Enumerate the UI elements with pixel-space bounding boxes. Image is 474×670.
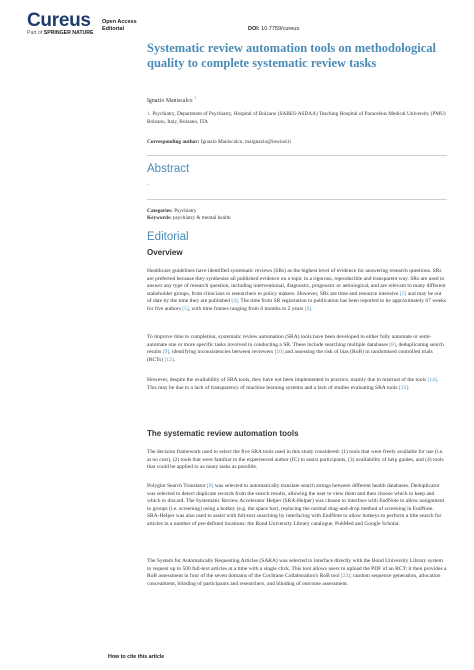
- text-run: , deduplicating search results: [147, 341, 444, 355]
- corresponding-author: [147, 139, 291, 145]
- overview-heading: Overview: [147, 248, 183, 257]
- citation-link[interactable]: [23]: [341, 573, 351, 579]
- categories-line: [147, 208, 231, 215]
- doi-label: DOI:: [248, 26, 260, 32]
- sra-paragraph-3: [147, 558, 447, 588]
- article-type-label: Editorial: [102, 26, 125, 32]
- text-run: , with time frames ranging from 6 months to 2 years: [188, 305, 305, 312]
- text-run: was selected to automatically translate search strings between different health databases. Deduplicator was selected to detect duplicate records from the search results, allowing the user to view them and then choose which to keep and which to discard. The Systematic Review Accelerator Helper (SRA-Helper) was chosen to interface with EndNote to allow assignment to groups (i.e. screening) using a hotkey (e.g. the space bar), replacing the normal drag-and-drop method of screening in EndNote. SRA-Helper was also used to assist with full-text searching by interfacing with EndNote to allow hotkeys to perform a title search for articles in a number of pre-defined locations: the Bond University Library catalogue, PubMed and Google Scholar.: [147, 483, 445, 527]
- doi-line: [248, 26, 301, 32]
- citation-link[interactable]: [15]: [398, 384, 409, 391]
- keywords-line: [147, 215, 231, 222]
- affiliation-number: 1.: [147, 111, 151, 117]
- text-run: To improve time to completion, systematic review automation (SRA) tools have been developed to either fully automate or semi-automate one or more specific tasks involved in conducting a SR. These include searching multiple databases: [147, 334, 432, 348]
- keywords-value[interactable]: psychiatry & mental health: [173, 215, 231, 222]
- abstract-body: .: [147, 181, 149, 187]
- text-run: and may be out of date by the time they are published: [147, 290, 442, 304]
- publisher-line: [27, 30, 94, 36]
- citation-link[interactable]: [14]: [427, 377, 437, 383]
- publisher-prefix: Part of: [27, 30, 43, 36]
- sra-tools-heading: The systematic review automation tools: [147, 429, 299, 438]
- text-run: , identifying inconsistencies between reviewers: [169, 349, 275, 355]
- text-run: .: [408, 384, 410, 391]
- section-divider: [147, 199, 447, 200]
- doi-value[interactable]: 10.7759/cureus.: [261, 26, 301, 32]
- how-to-cite-label: How to cite this article: [108, 654, 165, 660]
- text-run: . The time from SR registration to publication has been reported to be approximately 67 weeks for five authors: [147, 298, 446, 312]
- citation-link[interactable]: [6]: [304, 305, 312, 312]
- categories-block: [147, 208, 231, 222]
- citation-link[interactable]: [10]: [274, 349, 284, 355]
- keywords-label: Keywords:: [147, 215, 172, 222]
- article-title: Systematic review automation tools on methodological quality to complete systematic review tasks: [147, 41, 436, 70]
- editorial-heading: Editorial: [147, 231, 189, 243]
- author-affiliation-marker: 1: [194, 95, 197, 100]
- overview-paragraph-2: [147, 334, 447, 364]
- citation-link[interactable]: [8]: [207, 483, 214, 489]
- text-run: .: [173, 356, 176, 363]
- categories-label: Categories:: [147, 208, 173, 214]
- cureus-logo[interactable]: Cureus: [27, 10, 91, 31]
- citation-link[interactable]: [5]: [182, 305, 189, 312]
- text-run: and assessing the risk of bias (RoB) in randomised controlled trials (RCTs): [147, 349, 433, 363]
- corresponding-label: Corresponding author:: [147, 139, 200, 145]
- citation-link[interactable]: [12]: [164, 356, 174, 363]
- citation-link[interactable]: [9]: [162, 349, 170, 355]
- text-run: Healthcare guidelines have identified systematic reviews (SRs) as the highest level of evidence for answering research questions. SRs are preferred because they synthesise all published evidence on a topic in a rigorous, reproducible and transparent way. SRs are used to answer any type of research question, including interventional, diagnostic, prognostic or aetiological, and are relevant to many different stakeholder groups, from clinicians to researchers to policy makers. However, SRs are time and resource intensive: [147, 268, 446, 297]
- citation-link[interactable]: [5]: [399, 290, 407, 297]
- text-run: The System for Automatically Requesting Articles (SARA) was selected to interface directly with the Bond University Library system to request up to 500 full-text articles at a time with a single click. This tool allows users to upload the PDF of an RCT; it then provides a RoB assessment in four of the seven domains of the Cochrane Collaboration's RoB tool: [147, 558, 447, 579]
- abstract-heading: Abstract: [147, 163, 190, 175]
- author-line: [147, 95, 196, 104]
- affiliation-text: Psychiatry, Department of Psychiatry, Hospital of Bolzano (SABES-ASDAA) Teaching Hospital of Paracelsus Medical University (PMU) Bolzano, Italy, Bolzano, ITA: [147, 111, 446, 125]
- citation-link[interactable]: [4]: [231, 298, 238, 304]
- author-name[interactable]: Ignazio Maniscalco: [147, 97, 193, 104]
- sra-paragraph-1: The decision framework used to select the five SRA tools used in this study considered: (1) tools that were freely available for use (i.e. at no cost), (2) tools that were familiar to the experienced author (IC) to assist participants, (3) availability of help guides, and (4) tools that could be applied to as many tasks as possible.: [147, 449, 444, 470]
- corresponding-value[interactable]: Ignazio Maniscalco, maignazio@inwind.it: [200, 139, 291, 145]
- open-access-label: Open Access: [102, 19, 137, 25]
- text-run: .: [311, 305, 313, 312]
- text-run: Polyglot Search Translator: [147, 483, 208, 489]
- sra-paragraph-2: [147, 483, 447, 528]
- text-run: However, despite the availability of SRA tools, they have not been implemented in practice, mainly due to mistrust of the tools: [147, 377, 428, 383]
- section-divider: [147, 155, 447, 156]
- overview-paragraph-1: [147, 268, 447, 313]
- categories-value[interactable]: Psychiatry: [174, 208, 197, 214]
- affiliation: [147, 111, 447, 126]
- text-run: : random sequence generation, allocation concealment, blinding of participants and researchers, and blinding of outcome assessment.: [147, 573, 441, 587]
- overview-paragraph-3: [147, 377, 447, 392]
- publisher-brand: SPRINGER NATURE: [43, 30, 94, 36]
- text-run: . This may be due to a lack of transparency of machine learning systems and a lack of studies evaluating SRA tools: [147, 377, 439, 391]
- citation-link[interactable]: [8]: [389, 341, 396, 348]
